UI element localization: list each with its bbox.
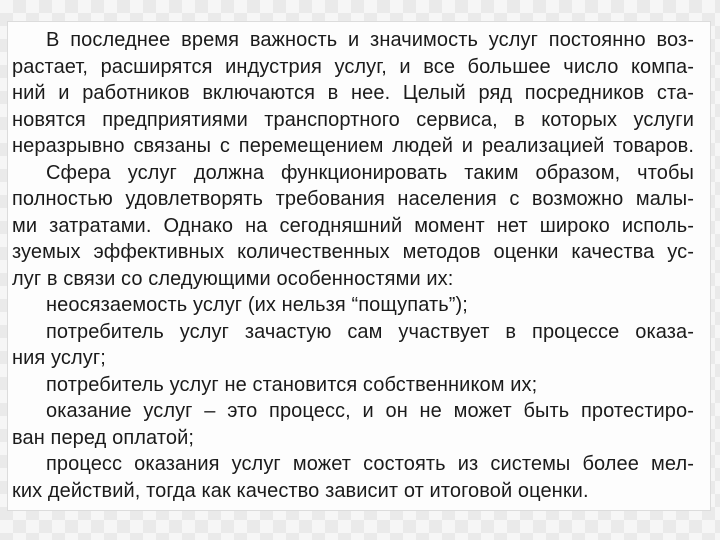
text-line: ми затратами. Однако на сегодняшний момент нет широко исполь- <box>12 214 694 237</box>
text-line: ких действий, тогда как качество зависит от итоговой оценки. <box>12 479 589 502</box>
document-body <box>12 27 694 504</box>
text-line: оказание услуг – это процесс, и он не может быть протестиро- <box>46 400 694 422</box>
text-line: неразрывно связаны с перемещением людей и реализацией товаров. <box>12 135 694 157</box>
text-line: ний и работников включаются в нее. Целый ряд посредников ста- <box>12 82 694 104</box>
text-line: растает, расширятся индустрия услуг, и все большее число компа- <box>12 55 694 78</box>
text-line: потребитель услуг не становится собственником их; <box>46 373 538 396</box>
text-line: потребитель услуг зачастую сам участвует в процессе оказа- <box>46 320 694 343</box>
text-line: процесс оказания услуг может состоять из системы более мел- <box>46 453 694 475</box>
text-line: луг в связи со следующими особенностями их: <box>12 267 454 290</box>
text-line: Сфера услуг должна функционировать таким образом, чтобы <box>46 161 694 184</box>
text-line: ван перед оплатой; <box>12 426 195 449</box>
text-line: неосязаемость услуг (их нельзя “пощупать”); <box>46 294 468 316</box>
text-line: полностью удовлетворять требования населения с возможно малы- <box>12 188 694 210</box>
text-line: новятся предприятиями транспортного сервиса, в которых услуги <box>12 108 694 131</box>
text-line: В последнее время важность и значимость услуг постоянно воз- <box>46 29 694 51</box>
text-line: зуемых эффективных количественных методов оценки качества ус- <box>12 241 694 263</box>
text-line: ния услуг; <box>12 347 106 369</box>
